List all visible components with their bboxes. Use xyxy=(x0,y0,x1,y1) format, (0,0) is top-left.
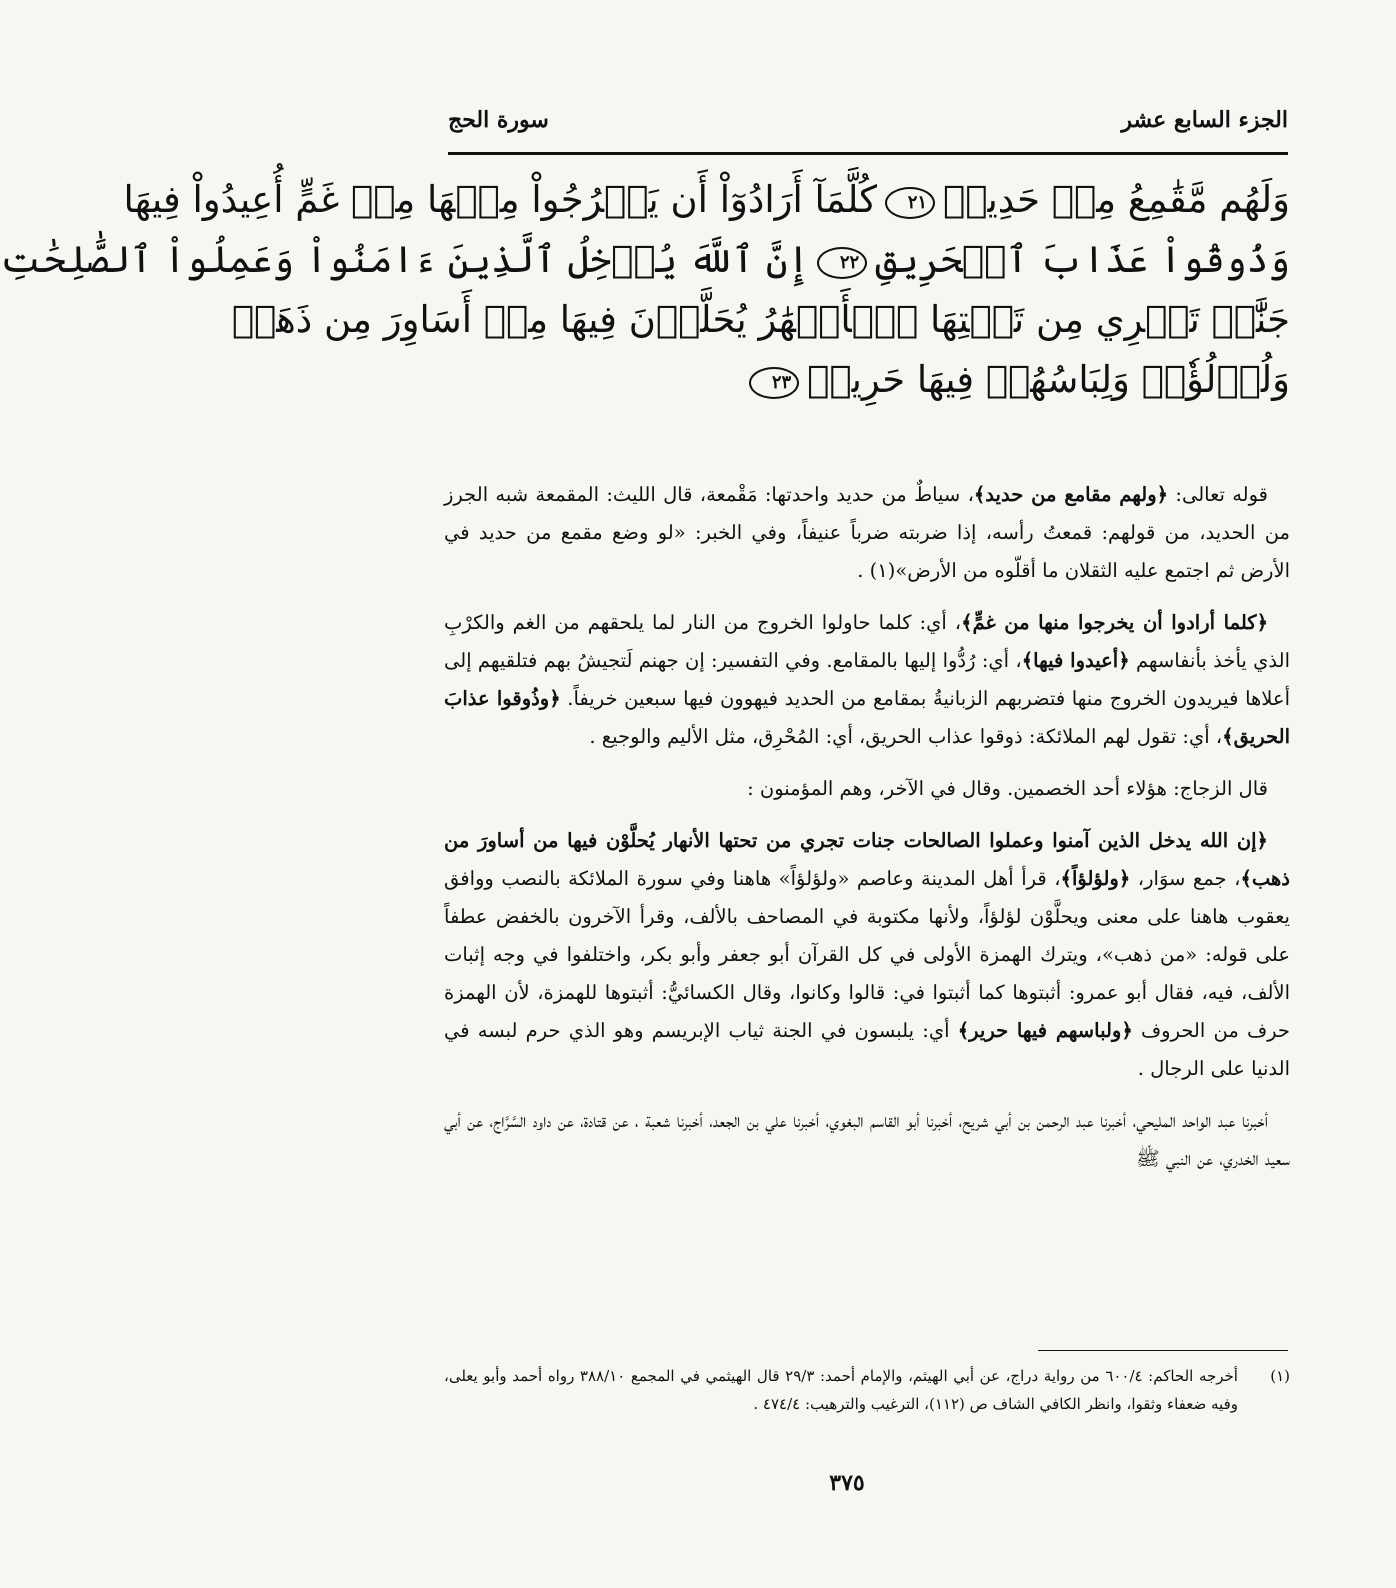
commentary-text: أي: يلبسون في الجنة ثياب الإبريسم وهو الذي حرم لبسه في الدنيا على الرجال . xyxy=(444,1019,1290,1080)
quoted-verse: ﴿كلما أرادوا أن يخرجوا منها من غمٍّ﴾ xyxy=(961,611,1269,634)
quran-text: كُلَّمَآ أَرَادُوٓاْ أَن يَخۡرُجُواْ مِنۡهَا مِنۡ غَمٍّ أُعِيدُواْ فِيهَا xyxy=(123,178,878,221)
tafsir-paragraph xyxy=(444,604,1290,756)
quran-text: جَنَّٰتٖ تَجۡرِي مِن تَحۡتِهَا ٱلۡأَنۡهَٰرُ يُحَلَّوۡنَ فِيهَا مِنۡ أَسَاوِرَ مِن ذَهَبٖ xyxy=(231,298,1290,341)
tafsir-paragraph xyxy=(444,770,1290,808)
commentary-text: ، أي: كلما حاولوا الخروج من النار لما يلحقهم من الغم والكرْبِ الذي يأخذ بأنفاسهم xyxy=(444,611,1290,672)
tafsir-paragraph xyxy=(444,822,1290,1088)
quoted-verse: ﴿ولؤلؤاً﴾ xyxy=(1060,867,1131,890)
quran-line xyxy=(231,290,1290,350)
quran-verses xyxy=(0,170,1290,410)
quran-text: وَلَهُم مَّقَٰمِعُ مِنۡ حَدِيدٖ xyxy=(943,178,1290,221)
commentary-text: قوله تعالى: xyxy=(1168,483,1269,506)
ayah-number-marker: ٢٣ xyxy=(749,367,799,399)
commentary-text: ، قرأ أهل المدينة وعاصم «ولؤلؤاً» هاهنا وفي سورة الملائكة بالنصب ووافق يعقوب هاهنا على معنى ويحلَّوْن لؤلؤاً، ولأنها مكتوبة في المصاحف بالألف، وقرأ الآخرون بالخفض عطفاً على قوله: «من ذهب»، ويترك الهمزة الأولى في كل القرآن أبو جعفر وأبو بكر، واختلفوا في وجه إثبات الألف، فيه، فقال أبو عمرو: أثبتوها كما أثبتوا في: قالوا وكانوا، وقال الكسائيُّ: أثبتوها للهمزة، لأن الهمزة حرف من الحروف xyxy=(444,867,1290,1042)
ayah-number-marker: ٢٢ xyxy=(817,247,867,279)
footnote-text: أخرجه الحاكم: ٦٠٠/٤ من رواية دراج، عن أبي الهيثم، والإمام أحمد: ٢٩/٣ قال الهيثمي في المجمع ٣٨٨/١٠ رواه أحمد وأبو يعلى، وفيه ضعفاء وثقوا، وانظر الكافي الشاف ص (١١٢)، الترغيب والترهيب: ٤٧٤/٤ . xyxy=(444,1367,1238,1413)
commentary-text: ، سياطٌ من حديد واحدتها: مَقْمعة، قال الليث: المقمعة شبه الجرز من الحديد، من قولهم: قمعتُ رأسه، إذا ضربته ضرباً عنيفاً، وفي الخبر: «لو وضع مقمع من حديد في الأرض ثم اجتمع عليه الثقلان ما أقلّوه من الأرض»(١) . xyxy=(444,483,1290,582)
surah-title: سورة الحج xyxy=(448,107,549,133)
quran-text: وَذُوقُواْ عَذَابَ ٱلۡحَرِيقِ xyxy=(875,238,1290,281)
quran-line xyxy=(123,170,1290,230)
part-title: الجزء السابع عشر xyxy=(1121,107,1288,133)
tafsir-text xyxy=(444,476,1290,1192)
quoted-verse: ﴿إن الله يدخل الذين آمنوا وعملوا الصالحات جنات تجري من تحتها الأنهار يُحلَّوْن فيها من أساورَ من ذهب﴾ xyxy=(444,829,1290,890)
commentary-text: قال الزجاج: هؤلاء أحد الخصمين. وقال في الآخر، وهم المؤمنون : xyxy=(747,777,1268,800)
tafsir-paragraph xyxy=(444,476,1290,590)
footnote-divider xyxy=(1038,1350,1288,1351)
quoted-verse: ﴿وذُوقوا عذابَ الحريق﴾ xyxy=(444,687,1290,748)
quran-text: إِنَّ ٱللَّهَ يُدۡخِلُ ٱلَّذِينَ ءَامَنُواْ وَعَمِلُواْ ٱلصَّٰلِحَٰتِ xyxy=(0,238,810,281)
quoted-verse: ﴿ولهم مقامع من حديد﴾ xyxy=(973,483,1169,506)
ayah-number-marker: ٢١ xyxy=(885,187,935,219)
quoted-verse: ﴿أعيدوا فيها﴾ xyxy=(1021,649,1130,672)
quoted-verse: ﴿ولباسهم فيها حرير﴾ xyxy=(957,1019,1133,1042)
quran-line xyxy=(438,350,1290,410)
commentary-text: ، جمع سوَار، xyxy=(1130,867,1241,890)
quran-line xyxy=(0,230,1290,290)
commentary-text: أخبرنا عبد الواحد المليحي، أخبرنا عبد الرحمن بن أبي شريح، أخبرنا أبو القاسم البغوي، أخبرنا علي بن الجعد، أخبرنا شعبة ، عن قتادة، عن داود السَّرَّاج، عن أبي سعيد الخدري، عن النبي ﷺ xyxy=(444,1109,1290,1170)
quran-text: وَلُؤۡلُؤٗاۖ وَلِبَاسُهُمۡ فِيهَا حَرِيرٞ xyxy=(807,358,1290,401)
tafsir-paragraph xyxy=(444,1102,1290,1178)
commentary-text: ، أي: تقول لهم الملائكة: ذوقوا عذاب الحريق، أي: المُحْرِق، مثل الأليم والوجيع . xyxy=(589,725,1223,748)
page-number: ٣٧٥ xyxy=(829,1470,865,1496)
header-divider xyxy=(448,152,1288,155)
commentary-text: ، أي: رُدُّوا إليها بالمقامع. وفي التفسير: إن جهنم لَتجيشُ بهم فتلقيهم إلى أعلاها فيريدون الخروج منها فتضربهم الزبانيةُ بمقامع من الحديد فيهوون فيها سبعين خريفاً. xyxy=(444,649,1290,710)
footnote-number: (١) xyxy=(1270,1367,1290,1385)
page-header xyxy=(448,100,1288,140)
footnote xyxy=(444,1362,1290,1418)
